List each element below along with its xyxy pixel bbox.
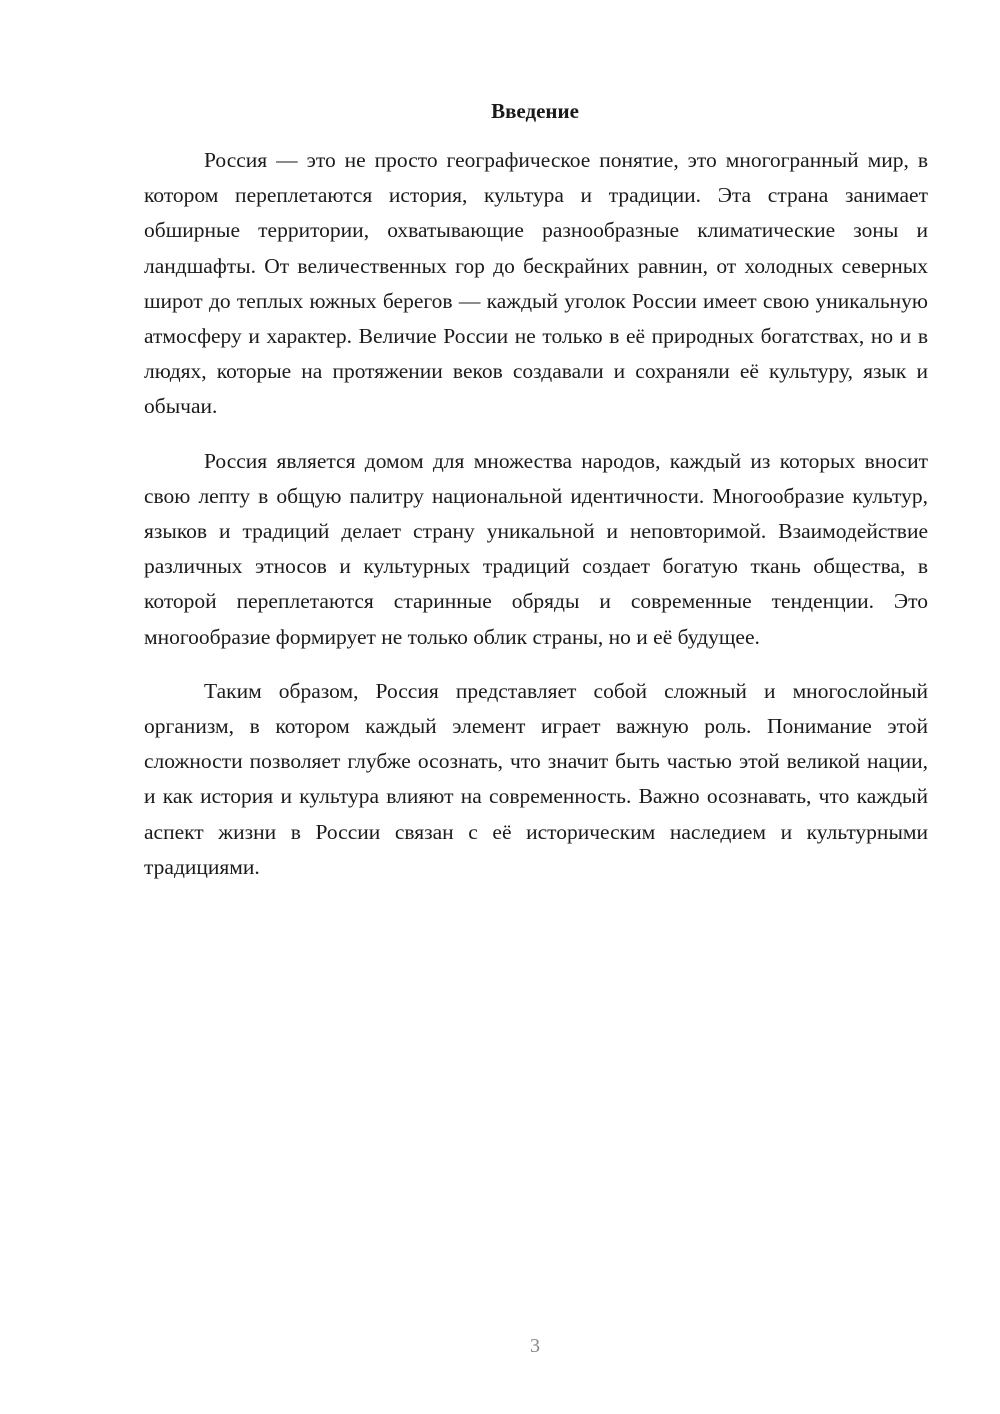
section-heading: Введение: [491, 99, 579, 123]
paragraph-2: Россия является домом для множества народов, каждый из которых вносит свою лепту в общую палитру национальной идентичности. Многообразие культур, языков и традиций делает страну уникальной и неповторимой. Взаимодействие различных этносов и культурных традиций создает богатую ткань общества, в которой переплетаются старинные обряды и современные тенденции. Это многообразие формирует не только облик страны, но и её будущее.: [144, 448, 928, 649]
document-body: [144, 143, 928, 904]
page-number: 3: [530, 1335, 540, 1357]
paragraph-3: Таким образом, Россия представляет собой сложный и многослойный организм, в котором каждый элемент играет важную роль. Понимание этой сложности позволяет глубже осознать, что значит быть частью этой великой нации, и как история и культура влияют на современность. Важно осознавать, что каждый аспект жизни в России связан с её историческим наследием и культурными традициями.: [144, 678, 928, 879]
paragraph-1: Россия — это не просто географическое понятие, это многогранный мир, в котором переплетаются история, культура и традиции. Эта страна занимает обширные территории, охватывающие разнообразные климатические зоны и ландшафты. От величественных гор до бескрайних равнин, от холодных северных широт до теплых южных берегов — каждый уголок России имеет свою уникальную атмосферу и характер. Величие России не только в её природных богатствах, но и в людях, которые на протяжении веков создавали и сохраняли её культуру, язык и обычаи.: [144, 148, 928, 419]
